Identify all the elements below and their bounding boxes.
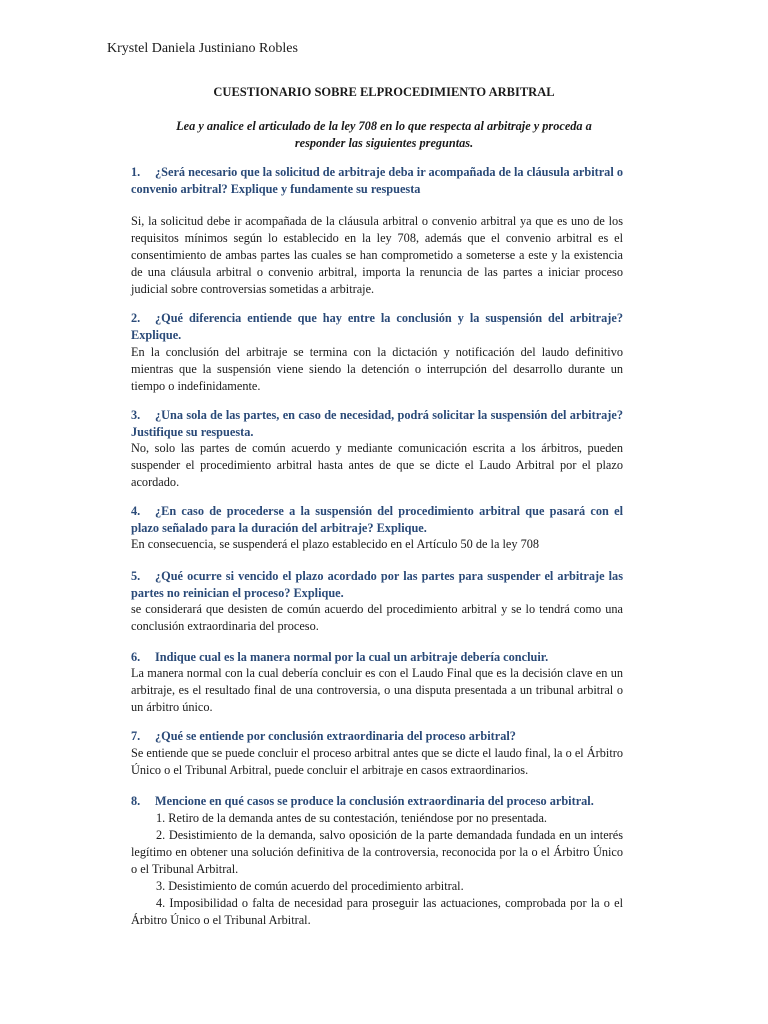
question-4: [131, 503, 623, 537]
answer-7: Se entiende que se puede concluir el proceso arbitral antes que se dicte el laudo final, la o el Árbitro Único o el Tribunal Arbitral, puede concluir el arbitraje en casos extraordinarios.: [131, 746, 623, 777]
question-5: [131, 568, 623, 602]
question-3: [131, 407, 623, 441]
question-8: [131, 793, 623, 810]
list-item: 4. Imposibilidad o falta de necesidad para proseguir las actuaciones, comprobada por la o el Árbitro Único o el Tribunal Arbitral.: [131, 896, 623, 927]
answer-1: Si, la solicitud debe ir acompañada de la cláusula arbitral o convenio arbitral ya que es uno de los requisitos mínimos según lo establecido en la ley 708, además que el convenio arbitral es el consentimiento de ambas partes las cuales se han comprometido a someterse a este y la existencia de una cláusula arbitral o convenio arbitral, importa la renuncia de las partes a iniciar proceso judicial sobre controversias sometidas a arbitraje.: [131, 214, 623, 296]
answer-5: se considerará que desisten de común acuerdo del procedimiento arbitral y se lo tendrá como una conclusión extraordinaria del proceso.: [131, 602, 623, 633]
question-number: 6.: [131, 650, 141, 664]
question-number: 3.: [131, 408, 141, 422]
question-text: ¿Una sola de las partes, en caso de necesidad, podrá solicitar la suspensión del arbitraje? Justifique su respuesta.: [131, 408, 623, 439]
question-7: [131, 728, 623, 745]
question-1: [131, 164, 623, 198]
list-item: 3. Desistimiento de común acuerdo del procedimiento arbitral.: [156, 879, 464, 893]
answer-6: La manera normal con la cual debería concluir es con el Laudo Final que es la decisión clave en un arbitraje, es el resultado final de una controversia, o una disputa presentada a un tribunal arbitral o un árbitro único.: [131, 666, 623, 714]
answer-2: En la conclusión del arbitraje se termina con la dictación y notificación del laudo definitivo mientras que la suspensión viene siendo la detención o interrupción del desarrollo durante un tiempo o indefinidamente.: [131, 345, 623, 393]
author-name: Krystel Daniela Justiniano Robles: [107, 41, 298, 56]
document-title: CUESTIONARIO SOBRE ELPROCEDIMIENTO ARBITRAL: [213, 85, 555, 99]
question-text: ¿Qué diferencia entiende que hay entre la conclusión y la suspensión del arbitraje? Explique.: [131, 311, 623, 342]
question-number: 4.: [131, 504, 141, 518]
question-number: 7.: [131, 729, 141, 743]
question-2: [131, 310, 623, 344]
question-6: [131, 649, 623, 666]
question-text: ¿Qué ocurre si vencido el plazo acordado por las partes para suspender el arbitraje las partes no reinician el proceso? Explique.: [131, 569, 623, 600]
question-text: Mencione en qué casos se produce la conclusión extraordinaria del proceso arbitral.: [155, 794, 594, 808]
question-number: 1.: [131, 165, 141, 179]
instructions-line-1: Lea y analice el articulado de la ley 708 en lo que respecta al arbitraje y proceda a: [176, 119, 592, 133]
answer-4: En consecuencia, se suspenderá el plazo establecido en el Artículo 50 de la ley 708: [131, 537, 540, 551]
instructions: [130, 118, 638, 152]
answer-8-list: [131, 810, 623, 929]
answer-3: No, solo las partes de común acuerdo y mediante comunicación escrita a los árbitros, pueden suspender el procedimiento arbitral hasta antes de que se dicte el Laudo Arbitral por el plazo acordado.: [131, 441, 623, 489]
question-number: 8.: [131, 794, 141, 808]
list-item: 1. Retiro de la demanda antes de su contestación, teniéndose por no presentada.: [156, 811, 547, 825]
question-text: ¿Será necesario que la solicitud de arbitraje deba ir acompañada de la cláusula arbitral o convenio arbitral? Explique y fundamente su respuesta: [131, 165, 623, 196]
question-text: ¿En caso de procederse a la suspensión del procedimiento arbitral que pasará con el plazo señalado para la duración del arbitraje? Explique.: [131, 504, 623, 535]
list-item: 2. Desistimiento de la demanda, salvo oposición de la parte demandada fundada en un interés legítimo en obtener una solución definitiva de la controversia, reconocida por la o el Árbitro Único o el Tribunal Arbitral.: [131, 828, 623, 876]
instructions-line-2: responder las siguientes preguntas.: [294, 136, 474, 150]
question-text: ¿Qué se entiende por conclusión extraordinaria del proceso arbitral?: [155, 729, 516, 743]
question-number: 5.: [131, 569, 141, 583]
question-text: Indique cual es la manera normal por la cual un arbitraje debería concluir.: [155, 650, 549, 664]
question-number: 2.: [131, 311, 141, 325]
